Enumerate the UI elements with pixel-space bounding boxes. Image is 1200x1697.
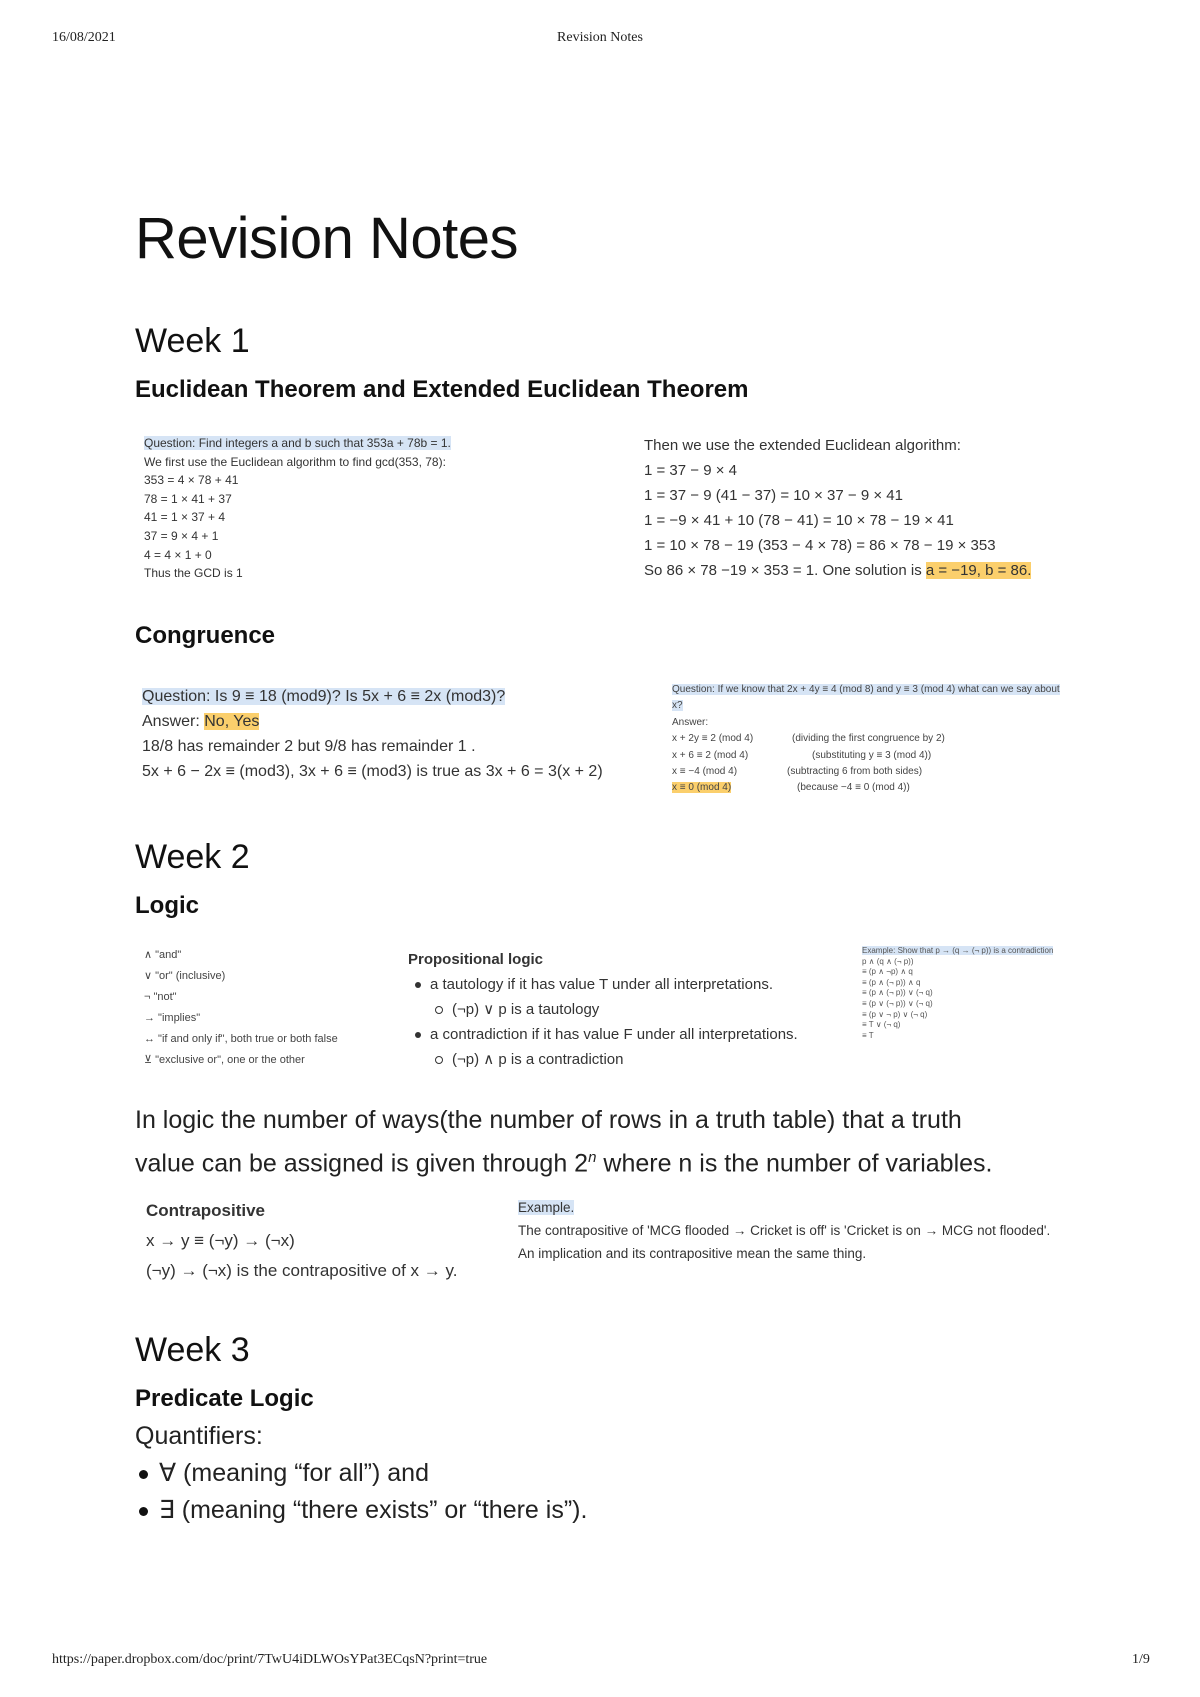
logic-example-image xyxy=(862,946,1102,1041)
logic-example-line: ≡ (p ∧ ¬p) ∧ q xyxy=(862,967,913,977)
prop-subitem: (¬p) ∨ p is a tautology xyxy=(408,997,848,1022)
euclid-line: 4 = 4 × 1 + 0 xyxy=(144,547,212,562)
side-eq: x + 2y ≡ 2 (mod 4) xyxy=(672,733,754,745)
side-note: (dividing the first congruence by 2) xyxy=(792,733,945,745)
side-eq-highlight-wrap xyxy=(672,780,797,796)
side-eq-highlight: x ≡ 0 (mod 4) xyxy=(672,782,732,794)
ext-line: 1 = 37 − 9 × 4 xyxy=(644,462,737,479)
euclid-line: 37 = 9 × 4 + 1 xyxy=(144,528,219,543)
prop-subitem: (¬p) ∧ p is a contradiction xyxy=(408,1047,848,1072)
prop-item: a contradiction if it has value F under all interpretations. xyxy=(408,1022,848,1047)
page-number: 1/9 xyxy=(1132,1652,1150,1667)
side-answer: Answer: xyxy=(672,716,709,728)
symbol-line: ↔ "if and only if", both true or both false xyxy=(144,1033,338,1045)
congruence-line: 18/8 has remainder 2 but 9/8 has remainder 1 . xyxy=(142,738,476,755)
logic-example-line: ≡ (p ∧ (¬ p)) ∨ (¬ q) xyxy=(862,988,933,998)
side-eq: x ≡ −4 (mod 4) xyxy=(672,766,738,778)
logic-paragraph-superscript: n xyxy=(588,1149,597,1166)
week2-heading: Week 2 xyxy=(135,838,250,876)
symbol-line: ∨ "or" (inclusive) xyxy=(144,970,226,982)
contrapositive-example-label: Example. xyxy=(518,1200,575,1215)
congruence-question: Question: Is 9 ≡ 18 (mod9)? Is 5x + 6 ≡ 2x (mod3)? xyxy=(142,688,506,705)
logic-symbols-image xyxy=(144,945,404,1071)
week3-heading: Week 3 xyxy=(135,1331,250,1369)
ext-line: 1 = −9 × 41 + 10 (78 − 41) = 10 × 78 − 19 × 41 xyxy=(644,512,954,529)
print-date: 16/08/2021 xyxy=(52,30,116,45)
side-note: (subtracting 6 from both sides) xyxy=(787,766,923,778)
euclid-line: We first use the Euclidean algorithm to find gcd(353, 78): xyxy=(144,454,446,469)
prop-heading: Propositional logic xyxy=(408,951,544,968)
euclid-left-image xyxy=(144,434,604,583)
euclid-question: Question: Find integers a and b such that 353a + 78b = 1. xyxy=(144,436,451,450)
quantifier-item: ∀ (meaning “for all”) and xyxy=(135,1455,1035,1492)
contrapositive-heading: Contrapositive xyxy=(146,1201,266,1220)
side-note: (substituting y ≡ 3 (mod 4)) xyxy=(812,749,932,761)
contrapositive-line: (¬y) → (¬x) is the contrapositive of x → y. xyxy=(146,1261,458,1280)
logic-example-line: ≡ T xyxy=(862,1030,874,1040)
congruence-heading: Congruence xyxy=(135,622,276,649)
congruence-answer-value: No, Yes xyxy=(204,713,260,730)
predicate-body xyxy=(135,1418,1035,1529)
ext-solution-highlight: a = −19, b = 86. xyxy=(925,562,1032,579)
contrapositive-example-image xyxy=(518,1196,1078,1265)
euclid-line: 353 = 4 × 78 + 41 xyxy=(144,473,239,488)
ext-conclusion: So 86 × 78 −19 × 353 = 1. One solution is xyxy=(644,562,926,579)
symbol-line: → "implies" xyxy=(144,1012,201,1024)
ext-line: 1 = 37 − 9 (41 − 37) = 10 × 37 − 9 × 41 xyxy=(644,487,903,504)
euclid-line: 41 = 1 × 37 + 4 xyxy=(144,510,226,525)
euclid-line: 78 = 1 × 41 + 37 xyxy=(144,491,232,506)
logic-example-line: ≡ (p ∨ (¬ p)) ∨ (¬ q) xyxy=(862,998,933,1008)
logic-heading: Logic xyxy=(135,892,199,919)
logic-example-line: ≡ (p ∧ (¬ p)) ∧ q xyxy=(862,977,921,987)
ext-line: Then we use the extended Euclidean algorithm: xyxy=(644,437,961,454)
congruence-side-image xyxy=(672,682,1072,797)
euclid-heading: Euclidean Theorem and Extended Euclidean Theorem xyxy=(135,376,749,403)
ext-line: 1 = 10 × 78 − 19 (353 − 4 × 78) = 86 × 78 − 19 × 353 xyxy=(644,537,996,554)
quantifier-item: ∃ (meaning “there exists” or “there is”). xyxy=(135,1492,1035,1529)
logic-example-line: ≡ T ∨ (¬ q) xyxy=(862,1020,901,1030)
side-question: Question: If we know that 2x + 4y ≡ 4 (mod 8) and y ≡ 3 (mod 4) what can we say about x? xyxy=(672,684,1060,712)
prop-item: a tautology if it has value T under all interpretations. xyxy=(408,972,848,997)
euclid-right-image xyxy=(644,433,1114,583)
congruence-answer-label: Answer: xyxy=(142,713,205,730)
symbol-line: ¬ "not" xyxy=(144,991,177,1003)
logic-example-line: p ∧ (q ∧ (¬ p)) xyxy=(862,956,914,966)
symbol-line: ∧ "and" xyxy=(144,949,182,961)
page-title: Revision Notes xyxy=(135,206,519,271)
logic-paragraph-line1: In logic the number of ways(the number of rows in a truth table) that a truth xyxy=(135,1106,962,1134)
logic-example-line: ≡ (p ∨ ¬ p) ∨ (¬ q) xyxy=(862,1009,928,1019)
print-title: Revision Notes xyxy=(557,30,643,45)
euclid-line: Thus the GCD is 1 xyxy=(144,566,243,581)
symbol-line: ⊻ "exclusive or", one or the other xyxy=(144,1054,305,1066)
logic-paragraph xyxy=(135,1102,1115,1182)
side-eq: x + 6 ≡ 2 (mod 4) xyxy=(672,749,749,761)
contrapositive-example-note: An implication and its contrapositive mean the same thing. xyxy=(518,1246,867,1261)
logic-paragraph-line2b: where n is the number of variables. xyxy=(596,1149,993,1178)
contrapositive-line: x → y ≡ (¬y) → (¬x) xyxy=(146,1231,295,1250)
congruence-line: 5x + 6 − 2x ≡ (mod3), 3x + 6 ≡ (mod3) is true as 3x + 6 = 3(x + 2) xyxy=(142,763,603,780)
predicate-heading: Predicate Logic xyxy=(135,1385,314,1412)
contrapositive-example-text: The contrapositive of 'MCG flooded → Cricket is off' is 'Cricket is on → MCG not flooded'. xyxy=(518,1223,1051,1238)
predicate-intro: Quantifiers: xyxy=(135,1422,263,1450)
logic-example-heading: Example: Show that p → (q → (¬ p)) is a contradiction xyxy=(862,946,1054,955)
propositional-image xyxy=(408,947,848,1072)
print-url[interactable]: https://paper.dropbox.com/doc/print/7TwU4iDLWOsYPat3ECqsN?print=true xyxy=(52,1652,488,1667)
side-note: (because −4 ≡ 0 (mod 4)) xyxy=(797,782,910,794)
week1-heading: Week 1 xyxy=(135,322,250,360)
logic-paragraph-line2a: value can be assigned is given through 2 xyxy=(135,1149,589,1178)
contrapositive-image xyxy=(146,1196,506,1286)
congruence-image xyxy=(142,684,662,784)
